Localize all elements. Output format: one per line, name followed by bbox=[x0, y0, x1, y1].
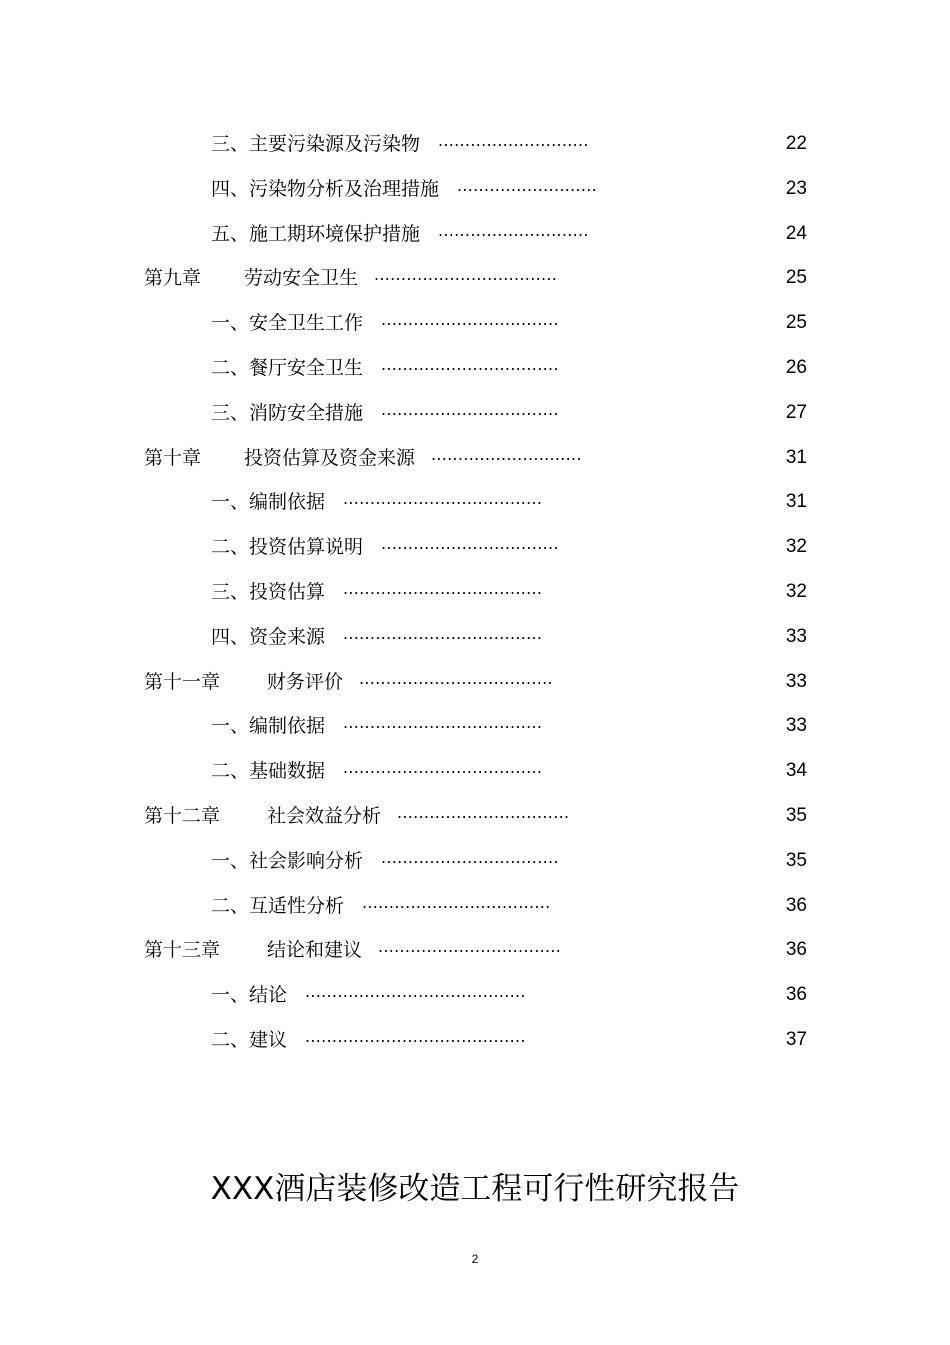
toc-leader-dots: ............................ bbox=[431, 444, 582, 464]
toc-section-title: 五、施工期环境保护措施 bbox=[211, 222, 421, 245]
toc-section-row bbox=[0, 884, 950, 929]
toc-section-row bbox=[0, 749, 950, 794]
toc-page-number: 35 bbox=[785, 849, 807, 871]
toc-chapter-title: 劳动安全卫生 bbox=[244, 267, 359, 290]
toc-chapter-number: 第十三章 bbox=[144, 939, 221, 962]
toc-page-number: 31 bbox=[785, 446, 807, 468]
toc-section-title: 四、资金来源 bbox=[211, 625, 326, 648]
toc-page-number: 33 bbox=[785, 715, 807, 737]
toc-page-number: 23 bbox=[785, 177, 807, 199]
table-of-contents bbox=[0, 122, 950, 1063]
toc-section-row bbox=[0, 167, 950, 212]
toc-leader-dots: ................................ bbox=[397, 802, 570, 822]
toc-page-number: 25 bbox=[785, 312, 807, 334]
toc-leader-dots: ......................................... bbox=[305, 1026, 526, 1046]
toc-section-row bbox=[0, 525, 950, 570]
toc-chapter-number: 第十一章 bbox=[144, 670, 221, 693]
toc-section-title: 二、建议 bbox=[211, 1028, 288, 1051]
toc-section-title: 三、主要污染源及污染物 bbox=[211, 133, 421, 155]
toc-page-number: 36 bbox=[785, 894, 807, 916]
toc-chapter-row bbox=[0, 256, 950, 301]
toc-page-number: 22 bbox=[785, 133, 807, 154]
toc-leader-dots: ............................ bbox=[438, 131, 589, 150]
toc-leader-dots: ................................. bbox=[381, 847, 559, 867]
toc-leader-dots: ................................... bbox=[362, 892, 551, 912]
toc-leader-dots: ..................................... bbox=[343, 623, 543, 643]
toc-page-number: 36 bbox=[785, 939, 807, 961]
toc-leader-dots: .................................. bbox=[378, 937, 562, 957]
toc-leader-dots: .................................... bbox=[359, 668, 553, 688]
document-title: XXX酒店装修改造工程可行性研究报告 bbox=[210, 1171, 740, 1207]
toc-section-row bbox=[0, 301, 950, 346]
toc-leader-dots: ................................. bbox=[381, 399, 559, 419]
toc-page-number: 35 bbox=[785, 804, 807, 826]
toc-section-title: 三、消防安全措施 bbox=[211, 401, 364, 424]
toc-chapter-number: 第九章 bbox=[144, 267, 202, 290]
toc-chapter-row bbox=[0, 660, 950, 705]
toc-chapter-title: 社会效益分析 bbox=[267, 804, 382, 827]
toc-page-number: 27 bbox=[785, 401, 807, 423]
toc-section-title: 一、安全卫生工作 bbox=[211, 312, 364, 335]
toc-chapter-row bbox=[0, 436, 950, 481]
toc-section-row bbox=[0, 839, 950, 884]
toc-chapter-number: 第十二章 bbox=[144, 804, 221, 827]
toc-chapter-row bbox=[0, 928, 950, 973]
toc-leader-dots: .................................. bbox=[374, 265, 558, 285]
toc-section-row bbox=[0, 480, 950, 525]
toc-page-number: 25 bbox=[785, 267, 807, 289]
toc-section-row bbox=[0, 122, 950, 167]
toc-section-row bbox=[0, 1018, 950, 1063]
toc-section-row bbox=[0, 346, 950, 391]
toc-section-row bbox=[0, 570, 950, 615]
toc-leader-dots: ..................................... bbox=[343, 489, 543, 509]
toc-leader-dots: ................................. bbox=[381, 310, 559, 330]
toc-leader-dots: ..................................... bbox=[343, 578, 543, 598]
page-number: 2 bbox=[471, 1252, 479, 1266]
toc-leader-dots: ..................................... bbox=[343, 758, 543, 778]
toc-section-title: 二、投资估算说明 bbox=[211, 536, 364, 559]
toc-section-title: 四、污染物分析及治理措施 bbox=[211, 177, 440, 200]
toc-section-title: 一、社会影响分析 bbox=[211, 849, 364, 872]
toc-chapter-title: 投资估算及资金来源 bbox=[244, 446, 416, 469]
toc-page-number: 37 bbox=[785, 1028, 807, 1050]
toc-section-title: 一、编制依据 bbox=[211, 491, 326, 514]
toc-page-number: 31 bbox=[785, 491, 807, 513]
toc-section-title: 三、投资估算 bbox=[211, 580, 326, 603]
toc-page-number: 32 bbox=[785, 536, 807, 558]
toc-section-title: 一、结论 bbox=[211, 984, 288, 1007]
toc-page-number: 33 bbox=[785, 625, 807, 647]
toc-section-title: 二、基础数据 bbox=[211, 760, 326, 783]
toc-section-title: 二、互适性分析 bbox=[211, 894, 345, 917]
toc-section-row bbox=[0, 704, 950, 749]
toc-leader-dots: ..................................... bbox=[343, 713, 543, 733]
toc-leader-dots: ............................ bbox=[438, 220, 589, 240]
toc-page-number: 33 bbox=[785, 670, 807, 692]
toc-section-row bbox=[0, 615, 950, 660]
toc-leader-dots: ................................. bbox=[381, 534, 559, 554]
toc-chapter-title: 财务评价 bbox=[267, 670, 344, 693]
toc-page-number: 36 bbox=[785, 984, 807, 1006]
toc-chapter-number: 第十章 bbox=[144, 446, 202, 469]
toc-page-number: 26 bbox=[785, 356, 807, 378]
toc-section-row bbox=[0, 212, 950, 257]
toc-page-number: 32 bbox=[785, 580, 807, 602]
toc-leader-dots: ......................................... bbox=[305, 982, 526, 1002]
toc-leader-dots: ................................. bbox=[381, 354, 559, 374]
toc-section-title: 二、餐厅安全卫生 bbox=[211, 356, 364, 379]
toc-section-row bbox=[0, 973, 950, 1018]
toc-page-number: 24 bbox=[785, 222, 807, 244]
toc-leader-dots: .......................... bbox=[457, 175, 598, 195]
toc-page-number: 34 bbox=[785, 760, 807, 782]
toc-section-row bbox=[0, 391, 950, 436]
toc-chapter-row bbox=[0, 794, 950, 839]
toc-chapter-title: 结论和建议 bbox=[267, 939, 363, 962]
toc-section-title: 一、编制依据 bbox=[211, 715, 326, 738]
